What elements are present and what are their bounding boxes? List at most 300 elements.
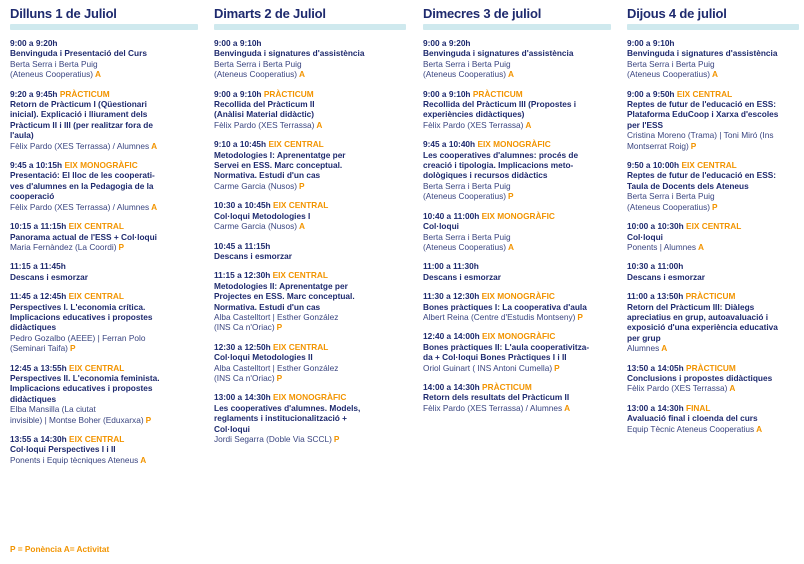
speaker-text: Carme Garcia (Nusos) xyxy=(214,221,297,232)
session-title xyxy=(627,48,799,58)
title-line: Perspectives II. L'economia feminista. xyxy=(10,372,160,383)
title-line: l'aula) xyxy=(10,130,34,141)
time-line xyxy=(423,261,611,271)
schedule-item xyxy=(627,160,799,212)
time-line xyxy=(627,160,799,170)
time-line xyxy=(214,270,406,280)
event-list xyxy=(627,38,799,434)
session-tag: EIX CENTRAL xyxy=(272,270,328,281)
schedule-item xyxy=(627,403,799,434)
session-tag: EIX CENTRAL xyxy=(273,200,329,211)
session-type-badge: P xyxy=(118,241,125,252)
session-type-badge: A xyxy=(299,221,305,232)
schedule-item xyxy=(214,200,406,231)
title-line: Panorama actual de l'ESS + Col·loqui xyxy=(10,231,157,242)
title-line: Les cooperatives d'alumnes. Models, xyxy=(214,402,361,413)
speaker-text: Fèlix Pardo (XES Terrassa) / Alumnes xyxy=(10,140,150,151)
session-type-badge: A xyxy=(712,69,719,80)
title-line: (Anàlisi Material didàctic) xyxy=(214,109,315,120)
day-column-monday xyxy=(10,0,198,474)
speaker-line xyxy=(214,373,406,383)
session-type-badge: A xyxy=(299,69,306,80)
session-tag: PRÀCTICUM xyxy=(686,362,736,373)
speaker-line xyxy=(214,312,406,322)
speaker xyxy=(10,202,198,212)
title-line: ves d'alumnes en la Pedagogia de la xyxy=(10,180,154,191)
time-line xyxy=(627,38,799,48)
time-range: 9:50 a 10:00h xyxy=(627,160,680,171)
speaker-line xyxy=(10,242,198,252)
speaker xyxy=(214,120,406,130)
time-line xyxy=(214,38,406,48)
day-column-wednesday xyxy=(423,0,611,422)
session-type-badge: P xyxy=(299,180,305,191)
speaker-text: Berta Serra i Berta Puig xyxy=(423,231,511,242)
time-line xyxy=(627,403,799,413)
session-tag: PRÀCTICUM xyxy=(263,88,314,99)
speaker-line xyxy=(627,383,799,393)
speaker-text: (Ateneus Cooperatius) xyxy=(214,69,298,80)
title-line: Les cooperatives d'alumnes: procés de xyxy=(423,149,579,160)
schedule-item xyxy=(10,38,198,80)
title-line: Benvinguda i signatures d'assistència xyxy=(423,48,574,59)
legend: P = Ponència A= Activitat xyxy=(10,544,110,554)
speaker-text: Berta Serra i Berta Puig xyxy=(423,58,511,69)
speaker-line xyxy=(214,322,406,332)
session-type-badge: A xyxy=(661,343,668,354)
session-type-badge: P xyxy=(69,343,76,354)
time-range: 9:20 a 9:45h xyxy=(10,88,58,99)
time-range: 10:30 a 10:45h xyxy=(214,200,271,211)
title-line: Reptes de futur de l'educació en ESS: xyxy=(627,99,777,110)
time-range: 12:45 a 13:55h xyxy=(10,362,67,373)
time-line xyxy=(10,38,198,48)
time-line xyxy=(627,89,799,99)
session-title xyxy=(423,150,611,181)
speaker xyxy=(10,141,198,151)
session-tag: FINAL xyxy=(686,402,711,413)
time-range: 10:40 a 11:00h xyxy=(423,210,480,221)
title-line: Benvinguda i Presentació del Curs xyxy=(10,48,147,59)
speaker xyxy=(423,232,611,253)
session-title xyxy=(10,170,198,201)
speaker-text: (Seminari Taifa) xyxy=(10,343,68,354)
title-line: Retorn de Pràcticum I (Qüestionari xyxy=(10,99,147,110)
time-range: 9:00 a 9:50h xyxy=(627,88,675,99)
schedule-item xyxy=(214,38,406,80)
time-line xyxy=(423,331,611,341)
day-column-thursday xyxy=(627,0,799,443)
speaker-line xyxy=(627,202,799,212)
title-line: Presentació: El lloc de les cooperati- xyxy=(10,170,155,181)
session-title xyxy=(627,413,799,423)
speaker-text: Ponents i Equip tècniques Ateneus xyxy=(10,454,139,465)
time-range: 9:00 a 9:10h xyxy=(627,38,675,48)
speaker-line xyxy=(10,404,198,414)
speaker xyxy=(214,434,406,444)
session-tag: EIX CENTRAL xyxy=(273,341,329,352)
time-line xyxy=(423,382,611,392)
day-header-bar xyxy=(423,24,611,30)
session-type-badge: P xyxy=(554,362,560,373)
speaker-text: Maria Fernàndez (La Coordi) xyxy=(10,241,117,252)
time-line xyxy=(10,291,198,301)
speaker xyxy=(627,59,799,80)
session-title xyxy=(423,342,611,363)
day-title: Dimarts 2 de Juliol xyxy=(214,6,326,21)
session-tag: EIX CENTRAL xyxy=(681,160,737,171)
schedule-item xyxy=(423,382,611,413)
title-line: reglaments i institucionalització + xyxy=(214,413,348,424)
session-tag: PRÀCTICUM xyxy=(59,88,110,99)
speaker-text: (Ateneus Cooperatius) xyxy=(423,241,507,252)
speaker-line xyxy=(10,415,198,425)
speaker-text: Berta Serra i Berta Puig xyxy=(10,58,98,69)
title-line: cooperació xyxy=(10,191,55,202)
time-range: 11:15 a 12:30h xyxy=(214,270,271,281)
speaker-line xyxy=(423,363,611,373)
session-title xyxy=(10,232,198,242)
schedule-item xyxy=(214,392,406,444)
speaker xyxy=(423,403,611,413)
speaker xyxy=(627,191,799,212)
speaker xyxy=(10,455,198,465)
title-line: Col·loqui xyxy=(423,221,459,232)
speaker-line xyxy=(10,202,198,212)
speaker-text: (Ateneus Cooperatius) xyxy=(627,69,711,80)
session-title xyxy=(423,392,611,402)
session-title xyxy=(627,272,799,282)
session-title xyxy=(214,352,406,362)
time-range: 10:00 a 10:30h xyxy=(627,221,684,232)
speaker-text: Fèlix Pardo (XES Terrassa) xyxy=(627,383,728,394)
title-line: Col·loqui Metodologies I xyxy=(214,210,311,221)
speaker-line xyxy=(423,242,611,252)
speaker-text: Berta Serra i Berta Puig xyxy=(627,191,715,202)
title-line: Reptes de futur de l'educació en ESS: xyxy=(627,170,777,181)
speaker xyxy=(627,383,799,393)
schedule-item xyxy=(627,38,799,80)
title-line: Plataforma EduCoop i Xarxa d'escoles xyxy=(627,109,779,120)
schedule-item xyxy=(10,89,198,151)
speaker-line xyxy=(214,69,406,79)
title-line: Pràcticum II i III (per realitzar fora de xyxy=(10,119,153,130)
session-title xyxy=(214,251,406,261)
day-title: Dijous 4 de juliol xyxy=(627,6,727,21)
time-line xyxy=(214,200,406,210)
session-type-badge: A xyxy=(698,241,705,252)
session-tag: EIX MONOGRÀFIC xyxy=(481,210,555,221)
speaker-line xyxy=(627,69,799,79)
schedule-item xyxy=(423,139,611,201)
speaker-text: Berta Serra i Berta Puig xyxy=(423,180,511,191)
speaker-line xyxy=(423,191,611,201)
speaker-line xyxy=(627,141,799,151)
session-tag: EIX MONOGRÀFIC xyxy=(482,331,556,342)
schedule-item xyxy=(423,291,611,322)
speaker xyxy=(10,404,198,425)
title-line: creació i tipologia. Implicacions meto- xyxy=(423,160,574,171)
speaker xyxy=(214,221,406,231)
time-range: 10:30 a 11:00h xyxy=(627,261,684,272)
title-line: Implicacions educatives i propostes xyxy=(10,383,153,394)
speaker-line xyxy=(423,69,611,79)
schedule-item xyxy=(10,363,198,425)
speaker-line xyxy=(10,141,198,151)
schedule-item xyxy=(423,331,611,373)
time-range: 12:40 a 14:00h xyxy=(423,331,480,342)
time-range: 9:10 a 10:45h xyxy=(214,139,267,150)
day-header-bar xyxy=(627,24,799,30)
title-line: dològiques i recursos didàctics xyxy=(423,170,548,181)
speaker-text: Fèlix Pardo (XES Terrassa) xyxy=(214,119,315,130)
time-range: 13:55 a 14:30h xyxy=(10,434,67,444)
speaker-text: Montserrat Roig) xyxy=(627,140,689,151)
speaker-text: Fèlix Pardo (XES Terrassa) xyxy=(423,119,524,130)
title-line: didàctiques xyxy=(10,322,57,333)
time-line xyxy=(627,221,799,231)
speaker-text: (Ateneus Cooperatius) xyxy=(627,201,711,212)
session-tag: PRÀCTICUM xyxy=(482,381,532,392)
time-range: 9:00 a 9:20h xyxy=(10,38,58,48)
session-tag: EIX CENTRAL xyxy=(68,291,124,302)
title-line: Normativa. Estudi d'un cas xyxy=(214,170,321,181)
speaker xyxy=(423,312,611,322)
speaker-line xyxy=(627,242,799,252)
time-line xyxy=(423,139,611,149)
speaker-line xyxy=(10,333,198,343)
speaker-line xyxy=(423,403,611,413)
title-line: Benvinguda i signatures d'assistència xyxy=(214,48,365,59)
time-line xyxy=(10,434,198,444)
time-range: 9:45 a 10:15h xyxy=(10,160,63,171)
title-line: Descans i esmorzar xyxy=(423,271,501,282)
schedule-item xyxy=(214,241,406,262)
day-column-tuesday xyxy=(214,0,406,453)
speaker-line xyxy=(627,424,799,434)
title-line: Descans i esmorzar xyxy=(627,271,705,282)
speaker xyxy=(10,333,198,354)
speaker-text: Alba Castelltort | Esther González xyxy=(214,362,339,373)
schedule-item xyxy=(214,139,406,191)
speaker-text: invisible) | Montse Boher (Eduxarxa) xyxy=(10,414,144,425)
schedule-item xyxy=(214,270,406,332)
schedule-item xyxy=(627,221,799,252)
speaker-line xyxy=(214,363,406,373)
session-title xyxy=(423,221,611,231)
session-title xyxy=(10,48,198,58)
time-range: 14:00 a 14:30h xyxy=(423,381,480,392)
title-line: Col·loqui xyxy=(627,231,663,242)
title-line: Conclusions i propostes didàctiques xyxy=(627,372,773,383)
schedule-item xyxy=(214,89,406,131)
time-range: 11:30 a 12:30h xyxy=(423,291,480,302)
title-line: da + Col·loqui Bones Pràctiques I i II xyxy=(423,352,567,363)
time-range: 9:45 a 10:40h xyxy=(423,139,476,150)
event-list xyxy=(423,38,611,413)
session-tag: EIX MONOGRÀFIC xyxy=(273,392,347,403)
speaker-line xyxy=(214,434,406,444)
session-tag: EIX CENTRAL xyxy=(69,434,125,444)
speaker-text: (INS Ca n'Oriac) xyxy=(214,322,275,333)
session-tag: PRÀCTICUM xyxy=(472,88,523,99)
session-title xyxy=(214,48,406,58)
schedule-item xyxy=(627,363,799,394)
session-title xyxy=(214,150,406,181)
session-title xyxy=(214,99,406,120)
speaker-text: Alumnes xyxy=(627,343,660,354)
schedule-item xyxy=(10,221,198,252)
speaker-line xyxy=(10,59,198,69)
time-line xyxy=(10,221,198,231)
event-list xyxy=(214,38,406,444)
title-line: didàctiques xyxy=(10,393,57,404)
session-type-badge: A xyxy=(140,454,147,465)
time-range: 9:00 a 9:10h xyxy=(214,88,262,99)
title-line: exposició d'una experiència educativa xyxy=(627,322,778,333)
title-line: Servei en ESS. Marc conceptual. xyxy=(214,160,343,171)
speaker-line xyxy=(423,312,611,322)
title-line: Descans i esmorzar xyxy=(214,250,292,261)
session-title xyxy=(10,272,198,282)
speaker-line xyxy=(423,181,611,191)
time-line xyxy=(10,89,198,99)
speaker-line xyxy=(627,130,799,140)
speaker-line xyxy=(627,191,799,201)
time-line xyxy=(10,160,198,170)
time-line xyxy=(214,392,406,402)
speaker-text: Carme Garcia (Nusos) xyxy=(214,180,297,191)
speaker-line xyxy=(627,343,799,353)
schedule-item xyxy=(423,211,611,253)
time-line xyxy=(423,211,611,221)
speaker xyxy=(214,312,406,333)
title-line: per grup xyxy=(627,332,661,343)
time-line xyxy=(627,291,799,301)
session-tag: PRÀCTICUM xyxy=(685,291,736,302)
session-title xyxy=(423,99,611,120)
day-title: Dimecres 3 de juliol xyxy=(423,6,542,21)
schedule-item xyxy=(627,291,799,353)
schedule-item xyxy=(627,261,799,282)
time-range: 11:15 a 11:45h xyxy=(10,261,66,272)
speaker xyxy=(627,343,799,353)
session-title xyxy=(214,403,406,434)
speaker-line xyxy=(214,120,406,130)
speaker-line xyxy=(214,181,406,191)
title-line: per l'ESS xyxy=(627,119,664,130)
speaker-text: Elba Mansilla (La ciutat xyxy=(10,404,96,415)
session-type-badge: P xyxy=(712,201,718,212)
speaker-text: Albert Reina (Centre d'Estudis Montseny) xyxy=(423,311,576,322)
speaker xyxy=(214,181,406,191)
session-type-badge: P xyxy=(577,311,583,322)
session-type-badge: A xyxy=(564,402,571,413)
speaker-text: Oriol Guinart ( INS Antoni Cumella) xyxy=(423,362,553,373)
schedule-item xyxy=(10,160,198,212)
title-line: Implicacions educatives i propostes xyxy=(10,311,153,322)
session-title xyxy=(214,211,406,221)
time-range: 10:15 a 11:15h xyxy=(10,221,67,232)
speaker-text: (INS Ca n'Oriac) xyxy=(214,372,275,383)
speaker-line xyxy=(627,59,799,69)
day-header-bar xyxy=(10,24,198,30)
time-line xyxy=(10,261,198,271)
session-type-badge: A xyxy=(316,119,323,130)
time-range: 13:00 a 14:30h xyxy=(627,402,684,413)
session-type-badge: A xyxy=(508,69,515,80)
speaker-line xyxy=(214,221,406,231)
title-line: Normativa. Estudi d'un cas xyxy=(214,301,321,312)
title-line: Retorn del Pràcticum III: Diàlegs xyxy=(627,301,755,312)
speaker xyxy=(10,242,198,252)
session-type-badge: A xyxy=(151,201,158,212)
speaker-text: Ponents | Alumnes xyxy=(627,241,697,252)
session-tag: EIX CENTRAL xyxy=(676,88,733,99)
speaker xyxy=(627,424,799,434)
schedule-item xyxy=(10,261,198,282)
speaker-line xyxy=(423,59,611,69)
speaker-line xyxy=(10,455,198,465)
time-range: 11:00 a 11:30h xyxy=(423,261,479,272)
time-line xyxy=(423,291,611,301)
time-line xyxy=(627,363,799,373)
speaker-line xyxy=(10,343,198,353)
speaker-text: (Ateneus Cooperatius) xyxy=(423,191,507,202)
speaker-text: Fèlix Pardo (XES Terrassa) / Alumnes xyxy=(10,201,150,212)
time-line xyxy=(214,139,406,149)
time-range: 9:00 a 9:20h xyxy=(423,38,471,48)
session-type-badge: A xyxy=(756,423,763,434)
title-line: Col·loqui xyxy=(214,423,250,434)
time-range: 9:00 a 9:10h xyxy=(214,38,262,48)
title-line: Benvinguda i signatures d'assistència xyxy=(627,48,778,59)
session-tag: EIX MONOGRÀFIC xyxy=(64,160,138,171)
time-line xyxy=(214,241,406,251)
session-title xyxy=(423,48,611,58)
session-title xyxy=(627,170,799,191)
time-range: 11:45 a 12:45h xyxy=(10,291,67,302)
title-line: Bones pràctiques I: La cooperativa d'aula xyxy=(423,301,587,312)
speaker xyxy=(214,59,406,80)
session-title xyxy=(627,99,799,130)
time-line xyxy=(423,38,611,48)
session-title xyxy=(214,281,406,312)
schedule-item xyxy=(10,434,198,465)
session-type-badge: P xyxy=(508,191,514,202)
session-title xyxy=(627,232,799,242)
title-line: Metodologies II: Aprenentatge per xyxy=(214,280,348,291)
time-range: 13:00 a 14:30h xyxy=(214,392,271,403)
title-line: Avaluació final i cloenda del curs xyxy=(627,413,758,424)
title-line: experiències didàctiques) xyxy=(423,109,525,120)
time-line xyxy=(423,89,611,99)
time-line xyxy=(214,89,406,99)
session-type-badge: A xyxy=(95,69,102,80)
title-line: Recollida del Pràcticum II xyxy=(214,99,315,110)
speaker-line xyxy=(214,59,406,69)
speaker-text: Alba Castelltort | Esther González xyxy=(214,311,339,322)
session-title xyxy=(10,444,198,454)
session-type-badge: A xyxy=(151,140,158,151)
session-tag: EIX CENTRAL xyxy=(68,221,124,232)
title-line: Col·loqui Metodologies II xyxy=(214,352,313,363)
session-title xyxy=(10,99,198,141)
title-line: apreciatius en grup, autoavaluació i xyxy=(627,311,769,322)
title-line: inicial). Explicació i lliurament dels xyxy=(10,109,148,120)
speaker xyxy=(214,363,406,384)
speaker-text: Pedro Gozalbo (AEEE) | Ferran Polo xyxy=(10,332,146,343)
